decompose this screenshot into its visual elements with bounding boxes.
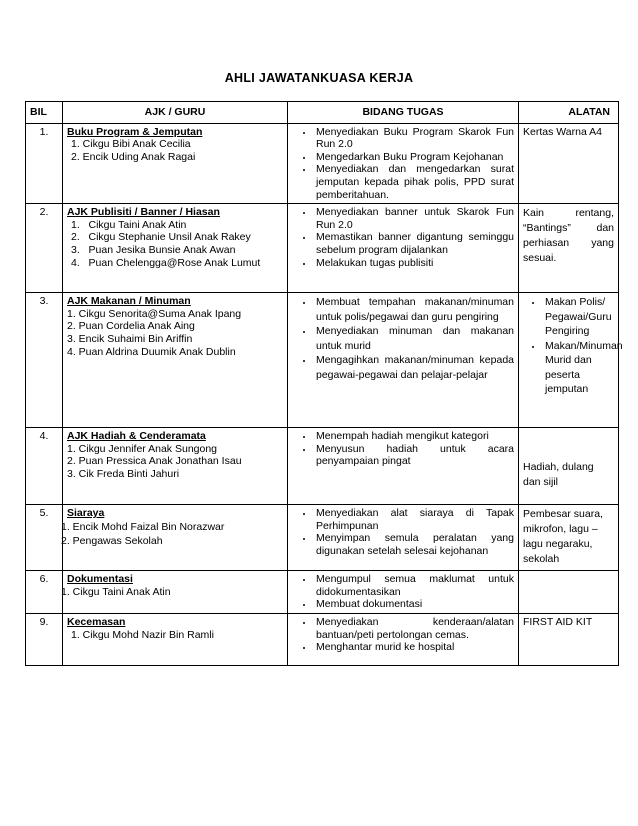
member-list	[67, 443, 283, 481]
member-list	[67, 138, 283, 163]
task-list	[292, 507, 514, 557]
member-item: 2. Cikgu Stephanie Unsil Anak Rakey	[71, 231, 251, 244]
task-item: • Memastikan banner digantung seminggu sebelum program dijalankan	[314, 231, 514, 256]
member-list	[67, 219, 283, 269]
header-tugas: BIDANG TUGAS	[288, 102, 519, 124]
alatan-cell: Pembesar suara, mikrofon, lagu – lagu negaraku, sekolah	[519, 505, 619, 571]
alatan-item: • Makan Polis/ Pegawai/Guru Pengiring	[543, 295, 614, 339]
task-item: • Mengumpul semua maklumat untuk didokumentasikan	[314, 573, 514, 598]
committee-heading: AJK Publisiti / Banner / Hiasan	[67, 206, 220, 219]
task-list	[292, 573, 514, 611]
committee-heading: AJK Hadiah & Cenderamata	[67, 430, 206, 443]
header-bil: BIL	[26, 102, 63, 124]
table-row	[26, 571, 619, 614]
committee-cell	[63, 293, 288, 428]
member-item: 1. Cikgu Mohd Nazir Bin Ramli	[71, 628, 214, 641]
table-row	[26, 293, 619, 428]
task-item: • Membuat dokumentasi	[314, 598, 514, 611]
row-number: 4.	[26, 428, 63, 505]
task-item: • Menyediakan banner untuk Skarok Fun Run 2.0	[314, 206, 514, 231]
task-item: • Mengedarkan Buku Program Kejohanan	[314, 151, 514, 164]
alatan-text: Hadiah, dulang dan sijil	[523, 461, 594, 489]
row-number: 2.	[26, 204, 63, 293]
tasks-cell	[288, 428, 519, 505]
table-row	[26, 123, 619, 204]
committee-cell	[63, 505, 288, 571]
task-item: • Menyediakan alat siaraya di Tapak Perhimpunan	[314, 507, 514, 532]
table-row	[26, 204, 619, 293]
task-item: • Menyediakan Buku Program Skarok Fun Run 2.0	[314, 126, 514, 151]
header-alatan: ALATAN	[519, 102, 619, 124]
committee-heading: AJK Makanan / Minuman	[67, 295, 191, 308]
table-header-row	[26, 102, 619, 124]
row-number: 9.	[26, 613, 63, 665]
committee-table	[25, 101, 623, 666]
table-row	[26, 428, 619, 505]
task-item: • Mengagihkan makanan/minuman kepada pegawai-pegawai dan pelajar-pelajar	[314, 353, 514, 382]
committee-cell	[63, 613, 288, 665]
tasks-cell	[288, 123, 519, 204]
alatan-cell: FIRST AID KIT	[519, 613, 619, 665]
row-number: 3.	[26, 293, 63, 428]
committee-heading: Siaraya	[67, 507, 105, 520]
committee-heading: Kecemasan	[67, 615, 126, 628]
committee-cell	[63, 571, 288, 614]
committee-heading: Buku Program & Jemputan	[67, 125, 203, 138]
alatan-cell	[519, 428, 619, 505]
task-list	[292, 616, 514, 654]
task-item: • Menghantar murid ke hospital	[314, 641, 514, 654]
member-list	[61, 520, 283, 548]
member-list	[67, 308, 283, 358]
member-item: 3. Encik Suhaimi Bin Ariffin	[67, 332, 193, 345]
tasks-cell	[288, 505, 519, 571]
member-item: 4. Puan Aldrina Duumik Anak Dublin	[67, 345, 236, 358]
committee-cell	[63, 123, 288, 204]
alatan-cell	[519, 293, 623, 428]
task-list	[292, 430, 514, 468]
task-item: • Membuat tempahan makanan/minuman untuk polis/pegawai dan guru pengiring	[314, 295, 514, 324]
alatan-cell: Kain rentang, “Bantings” dan perhiasan yang sesuai.	[519, 204, 619, 293]
member-item: 4. Puan Chelengga@Rose Anak Lumut	[71, 256, 261, 269]
member-item: 2. Encik Uding Anak Ragai	[71, 150, 196, 163]
table-row	[26, 505, 619, 571]
alatan-list	[523, 295, 623, 397]
task-item: • Menempah hadiah mengikut kategori	[314, 430, 514, 443]
alatan-cell	[519, 571, 619, 614]
tasks-cell	[288, 204, 519, 293]
member-item: 1. Cikgu Taini Anak Atin	[71, 218, 187, 231]
task-item: • Menyediakan kenderaan/alatan bantuan/peti pertolongan cemas.	[314, 616, 514, 641]
header-ajk: AJK / GURU	[63, 102, 288, 124]
member-item: 1. Cikgu Jennifer Anak Sungong	[67, 442, 218, 455]
task-item: • Menyediakan minuman dan makanan untuk murid	[314, 324, 514, 353]
tasks-cell	[288, 613, 519, 665]
tasks-cell	[288, 293, 519, 428]
document-title: AHLI JAWATANKUASA KERJA	[224, 71, 414, 85]
task-item: • Menyimpan semula peralatan yang digunakan setelah selesai kejohanan	[314, 532, 514, 557]
member-list	[67, 629, 283, 642]
task-list	[292, 295, 514, 382]
member-item: 1. Cikgu Taini Anak Atin	[61, 585, 171, 598]
task-item: • Menyusun hadiah untuk acara penyampaian pingat	[314, 443, 514, 468]
member-item: 2. Puan Cordelia Anak Aing	[67, 320, 195, 333]
row-number: 6.	[26, 571, 63, 614]
committee-cell	[63, 428, 288, 505]
member-item: 2. Puan Pressica Anak Jonathan Isau	[67, 455, 242, 468]
row-number: 1.	[26, 123, 63, 204]
member-list	[61, 586, 283, 599]
committee-cell	[63, 204, 288, 293]
alatan-cell: Kertas Warna A4	[519, 123, 619, 204]
task-list	[292, 206, 514, 269]
tasks-cell	[288, 571, 519, 614]
member-item: 2. Pengawas Sekolah	[61, 534, 163, 547]
task-list	[292, 126, 514, 202]
task-item: • Menyediakan dan mengedarkan surat jemputan kepada pihak polis, PPD surat pemberitahuan.	[314, 163, 514, 201]
member-item: 1. Cikgu Senorita@Suma Anak Ipang	[67, 307, 242, 320]
member-item: 1. Cikgu Bibi Anak Cecilia	[71, 138, 191, 151]
member-item: 3. Cik Freda Binti Jahuri	[67, 467, 180, 480]
alatan-item: • Makan/Minuman Murid dan peserta jemputan	[543, 339, 614, 397]
table-row	[26, 613, 619, 665]
member-item: 1. Encik Mohd Faizal Bin Norazwar	[61, 520, 225, 533]
row-number: 5.	[26, 505, 63, 571]
task-item: • Melakukan tugas publisiti	[314, 257, 514, 270]
member-item: 3. Puan Jesika Bunsie Anak Awan	[71, 243, 236, 256]
committee-heading: Dokumentasi	[67, 573, 133, 586]
